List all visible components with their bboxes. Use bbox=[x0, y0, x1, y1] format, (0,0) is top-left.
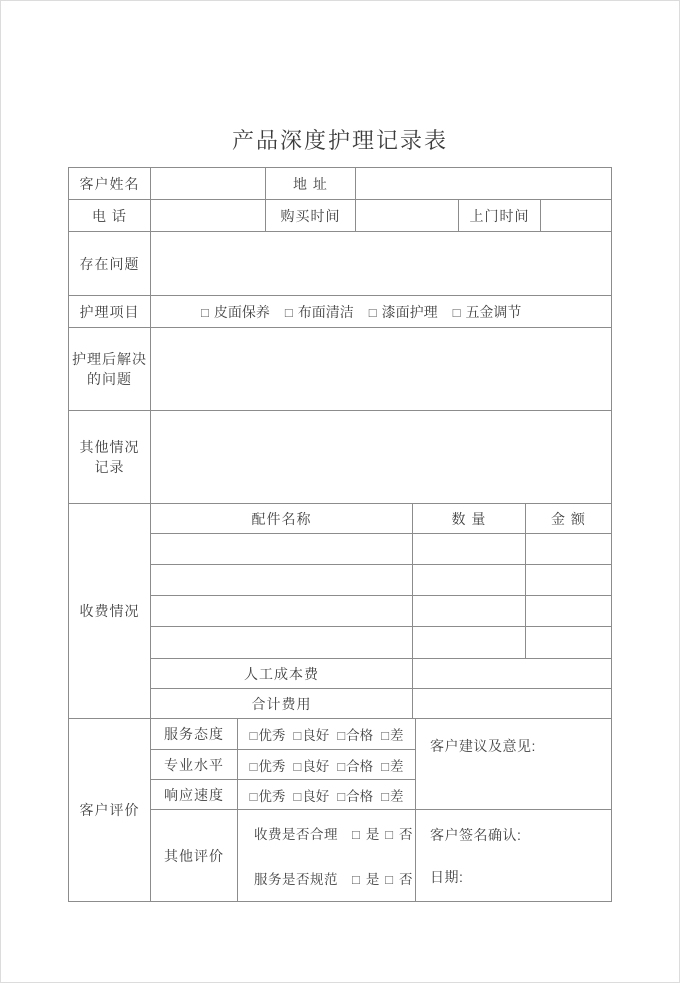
rating-option-poor[interactable] bbox=[381, 755, 403, 775]
charges-empty-row bbox=[151, 596, 611, 627]
care-option-paint[interactable] bbox=[369, 302, 438, 322]
fee-reasonable-label: 收费是否合理 bbox=[254, 826, 338, 842]
form-title: 产品深度护理记录表 bbox=[231, 128, 448, 153]
rating-option-pass[interactable] bbox=[337, 785, 373, 805]
labor-cost-field[interactable] bbox=[413, 659, 611, 688]
charges-section bbox=[69, 504, 611, 719]
checkbox-icon[interactable]: □ bbox=[337, 728, 346, 743]
rating-option-good[interactable] bbox=[293, 755, 329, 775]
checkbox-icon[interactable]: □ bbox=[284, 304, 293, 320]
rating-option-label: 合格 bbox=[346, 728, 374, 743]
checkbox-icon[interactable]: □ bbox=[201, 304, 209, 320]
checkbox-icon[interactable]: □ bbox=[337, 758, 346, 774]
evaluation-right-column bbox=[416, 719, 611, 901]
charges-label: 收费情况 bbox=[69, 504, 151, 718]
response-options bbox=[238, 780, 416, 809]
address-field[interactable] bbox=[356, 168, 611, 199]
rating-option-excellent[interactable] bbox=[250, 724, 286, 744]
charge-part-cell[interactable] bbox=[151, 565, 413, 595]
charge-part-cell[interactable] bbox=[151, 534, 413, 564]
date-label: 日期: bbox=[430, 869, 464, 885]
rating-option-label: 良好 bbox=[302, 788, 330, 804]
checkbox-icon[interactable]: □ bbox=[385, 872, 394, 888]
col-quantity: 数 量 bbox=[413, 504, 526, 533]
purchase-time-label: 购买时间 bbox=[266, 200, 356, 231]
labor-cost-label: 人工成本费 bbox=[151, 659, 413, 688]
col-part-name: 配件名称 bbox=[151, 504, 413, 533]
table-row bbox=[69, 232, 611, 296]
charge-amount-cell[interactable] bbox=[526, 627, 611, 658]
rating-option-good[interactable] bbox=[293, 785, 329, 805]
fee-no-option[interactable] bbox=[385, 827, 413, 842]
total-cost-field[interactable] bbox=[413, 689, 611, 718]
other-notes-label-line2: 记录 bbox=[94, 459, 125, 475]
record-form-table bbox=[68, 167, 612, 902]
phone-field[interactable] bbox=[151, 200, 266, 231]
rating-option-label: 差 bbox=[389, 728, 404, 743]
care-option-hardware[interactable] bbox=[453, 302, 522, 322]
address-label: 地 址 bbox=[266, 168, 356, 199]
table-row bbox=[69, 296, 611, 328]
customer-name-field[interactable] bbox=[151, 168, 266, 199]
other-notes-label-line1: 其他情况 bbox=[79, 439, 140, 455]
other-notes-label bbox=[69, 411, 151, 503]
service-standard-question bbox=[254, 868, 413, 888]
solved-problem-label-line2: 的问题 bbox=[87, 371, 132, 387]
rating-option-excellent[interactable] bbox=[250, 785, 286, 805]
visit-time-field[interactable] bbox=[541, 200, 611, 231]
signature-label: 客户签名确认: bbox=[430, 827, 522, 843]
evaluation-section bbox=[69, 719, 611, 901]
rating-option-label: 差 bbox=[389, 758, 404, 774]
rating-option-excellent[interactable] bbox=[250, 755, 286, 775]
solved-problem-label bbox=[69, 328, 151, 410]
charges-header-row bbox=[151, 504, 611, 534]
checkbox-icon[interactable]: □ bbox=[385, 826, 394, 842]
checkbox-icon[interactable]: □ bbox=[337, 788, 346, 804]
suggestion-label: 客户建议及意见: bbox=[430, 738, 536, 754]
phone-label: 电 话 bbox=[69, 200, 151, 231]
charges-empty-row bbox=[151, 627, 611, 659]
service-no-option[interactable] bbox=[385, 872, 413, 887]
rating-option-good[interactable] bbox=[293, 724, 329, 744]
checkbox-icon[interactable]: □ bbox=[368, 304, 377, 320]
response-label: 响应速度 bbox=[151, 780, 238, 809]
checkbox-icon[interactable]: □ bbox=[381, 728, 389, 743]
charges-empty-row bbox=[151, 534, 611, 565]
checkbox-icon[interactable]: □ bbox=[293, 788, 302, 804]
care-option-fabric[interactable] bbox=[285, 302, 354, 322]
checkbox-icon[interactable]: □ bbox=[352, 826, 361, 842]
care-items-options bbox=[151, 296, 611, 327]
rating-option-label: 优秀 bbox=[258, 728, 286, 743]
other-notes-field[interactable] bbox=[151, 411, 611, 503]
labor-cost-row bbox=[151, 659, 611, 689]
charge-qty-cell[interactable] bbox=[413, 534, 526, 564]
charge-amount-cell[interactable] bbox=[526, 596, 611, 626]
care-option-leather[interactable] bbox=[201, 302, 270, 322]
checkbox-icon[interactable]: □ bbox=[249, 728, 258, 743]
charge-qty-cell[interactable] bbox=[413, 596, 526, 626]
evaluation-label: 客户评价 bbox=[69, 719, 151, 901]
checkbox-icon[interactable]: □ bbox=[452, 304, 461, 320]
charge-amount-cell[interactable] bbox=[526, 565, 611, 595]
no-label: 否 bbox=[398, 872, 414, 888]
existing-problem-field[interactable] bbox=[151, 232, 611, 295]
col-amount: 金 额 bbox=[551, 510, 586, 527]
care-items-label: 护理项目 bbox=[69, 296, 151, 327]
yes-label: 是 bbox=[365, 826, 381, 842]
visit-time-label: 上门时间 bbox=[459, 200, 541, 231]
other-evaluation-row bbox=[151, 810, 416, 901]
care-option-label: 五金调节 bbox=[465, 303, 522, 320]
fee-reasonable-question bbox=[254, 823, 413, 843]
rating-option-label: 优秀 bbox=[258, 758, 286, 774]
attitude-options bbox=[238, 719, 416, 749]
rating-option-label: 合格 bbox=[346, 758, 374, 774]
charge-qty-cell[interactable] bbox=[413, 565, 526, 595]
yes-label: 是 bbox=[365, 872, 381, 888]
signature-cell[interactable] bbox=[416, 810, 611, 901]
charge-part-cell[interactable] bbox=[151, 627, 413, 658]
skill-label: 专业水平 bbox=[151, 750, 238, 779]
evaluation-subtable bbox=[151, 719, 416, 901]
checkbox-icon[interactable]: □ bbox=[381, 788, 389, 804]
charge-qty-cell[interactable] bbox=[413, 627, 526, 658]
rating-option-label: 优秀 bbox=[258, 788, 286, 804]
service-yes-option[interactable] bbox=[352, 872, 380, 887]
rating-row-response bbox=[151, 780, 416, 810]
care-option-label: 漆面护理 bbox=[381, 303, 438, 320]
checkbox-icon[interactable]: □ bbox=[352, 872, 361, 888]
total-cost-row bbox=[151, 689, 611, 718]
solved-problem-label-line1: 护理后解决 bbox=[72, 351, 147, 367]
checkbox-icon[interactable]: □ bbox=[249, 788, 258, 804]
fee-yes-option[interactable] bbox=[352, 827, 380, 842]
rating-option-pass[interactable] bbox=[337, 755, 373, 775]
total-cost-label: 合计费用 bbox=[151, 689, 413, 718]
checkbox-icon[interactable]: □ bbox=[381, 758, 389, 774]
rating-option-label: 差 bbox=[389, 788, 404, 804]
care-option-label: 皮面保养 bbox=[213, 303, 270, 320]
rating-option-label: 合格 bbox=[346, 788, 374, 804]
rating-row-attitude bbox=[151, 719, 416, 750]
other-evaluation-questions bbox=[238, 810, 416, 901]
no-label: 否 bbox=[398, 826, 414, 842]
table-row bbox=[69, 168, 611, 200]
attitude-label: 服务态度 bbox=[151, 719, 238, 749]
table-row bbox=[69, 200, 611, 232]
skill-options bbox=[238, 750, 416, 779]
rating-row-skill bbox=[151, 750, 416, 780]
charges-subtable bbox=[151, 504, 611, 718]
rating-option-poor[interactable] bbox=[381, 785, 403, 805]
rating-option-poor[interactable] bbox=[381, 724, 403, 744]
suggestion-cell[interactable] bbox=[416, 719, 611, 810]
rating-option-pass[interactable] bbox=[337, 724, 373, 744]
checkbox-icon[interactable]: □ bbox=[249, 758, 258, 774]
solved-problem-field[interactable] bbox=[151, 328, 611, 410]
table-row bbox=[69, 411, 611, 504]
checkbox-icon[interactable]: □ bbox=[293, 728, 302, 743]
other-evaluation-label: 其他评价 bbox=[151, 810, 238, 901]
checkbox-icon[interactable]: □ bbox=[293, 758, 302, 774]
purchase-time-field[interactable] bbox=[356, 200, 459, 231]
rating-option-label: 良好 bbox=[302, 728, 330, 743]
customer-name-label: 客户姓名 bbox=[69, 168, 151, 199]
rating-option-label: 良好 bbox=[302, 758, 330, 774]
table-row bbox=[69, 328, 611, 411]
charge-amount-cell[interactable] bbox=[526, 534, 611, 564]
charges-empty-row bbox=[151, 565, 611, 596]
charge-part-cell[interactable] bbox=[151, 596, 413, 626]
existing-problem-label: 存在问题 bbox=[69, 232, 151, 295]
care-option-label: 布面清洁 bbox=[297, 303, 354, 320]
service-standard-label: 服务是否规范 bbox=[254, 872, 338, 888]
